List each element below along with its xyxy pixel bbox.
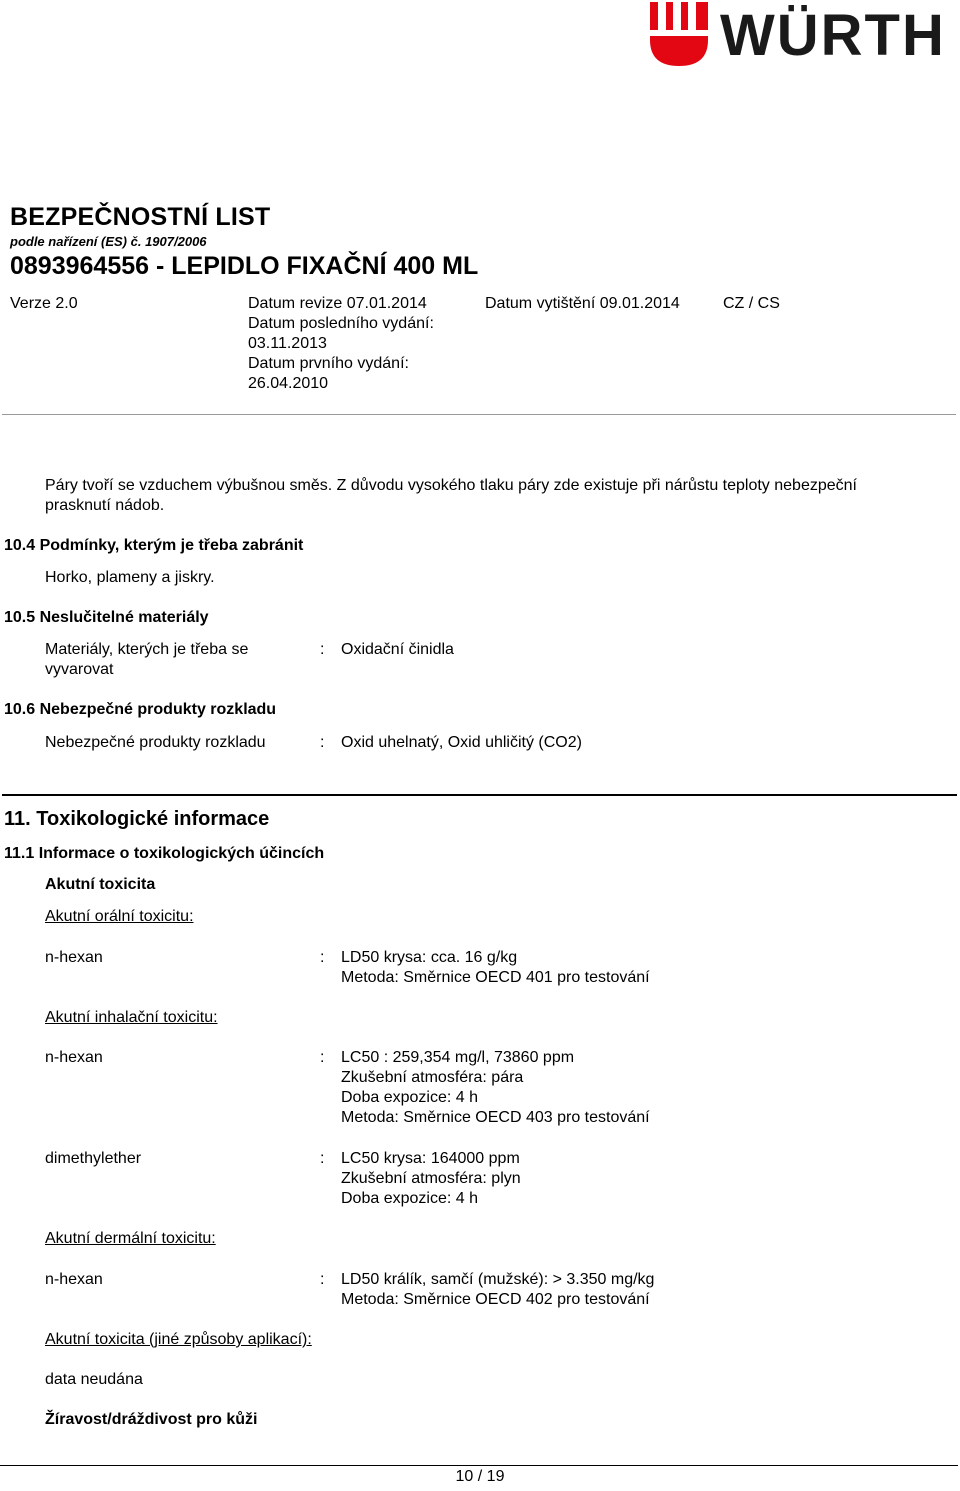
language-code: CZ / CS: [723, 295, 780, 312]
last-issue-date: 03.11.2013: [248, 335, 327, 352]
inhalation-value-1-3: Doba expozice: 4 h: [341, 1089, 478, 1106]
revision-date: Datum revize 07.01.2014: [248, 295, 427, 312]
inhalation-value-1-2: Zkušební atmosféra: pára: [341, 1069, 524, 1086]
section-10-6-title: 10.6 Nebezpečné produkty rozkladu: [4, 701, 277, 718]
dermal-substance: n-hexan: [45, 1271, 103, 1288]
section-11-1-title: 11.1 Informace o toxikologických účincích: [4, 845, 325, 862]
other-routes-value: data neudána: [45, 1371, 143, 1388]
first-issue-label: Datum prvního vydání:: [248, 355, 409, 372]
wurth-logo: [648, 0, 958, 70]
inhalation-value-1-4: Metoda: Směrnice OECD 403 pro testování: [341, 1109, 650, 1126]
page-number: 10 / 19: [455, 1468, 505, 1485]
version-label: Verze 2.0: [10, 295, 78, 312]
oral-substance: n-hexan: [45, 949, 103, 966]
other-routes-label: Akutní toxicita (jiné způsoby aplikací):: [45, 1331, 312, 1348]
colon-separator: :: [320, 641, 325, 658]
inhalation-value-2-2: Zkušební atmosféra: plyn: [341, 1170, 521, 1187]
colon-separator: :: [320, 1271, 325, 1288]
decomposition-value: Oxid uhelnatý, Oxid uhličitý (CO2): [341, 734, 582, 751]
colon-separator: :: [320, 1150, 325, 1167]
inhalation-substance-2: dimethylether: [45, 1150, 142, 1167]
inhalation-value-2-1: LC50 krysa: 164000 ppm: [341, 1150, 520, 1167]
document-title: BEZPEČNOSTNÍ LIST: [10, 203, 271, 231]
last-issue-label: Datum posledního vydání:: [248, 315, 434, 332]
skin-corrosion-heading: Žíravost/dráždivost pro kůži: [45, 1411, 258, 1428]
oral-toxicity-label: Akutní orální toxicitu:: [45, 908, 194, 925]
regulation-reference: podle nařízení (ES) č. 1907/2006: [10, 234, 207, 249]
logo-emblem: [650, 2, 708, 66]
vapour-text-line-2: prasknutí nádob.: [45, 497, 165, 514]
decomposition-label: Nebezpečné produkty rozkladu: [45, 734, 266, 751]
oral-value-2: Metoda: Směrnice OECD 401 pro testování: [341, 969, 650, 986]
print-date: Datum vytištění 09.01.2014: [485, 295, 680, 312]
section-11-divider: [2, 794, 957, 796]
dermal-toxicity-label: Akutní dermální toxicitu:: [45, 1230, 216, 1247]
header-divider: [2, 414, 956, 415]
inhalation-substance-1: n-hexan: [45, 1049, 103, 1066]
incompatible-label-line-2: vyvarovat: [45, 661, 114, 678]
inhalation-toxicity-label: Akutní inhalační toxicitu:: [45, 1009, 218, 1026]
section-10-4-title: 10.4 Podmínky, kterým je třeba zabránit: [4, 537, 304, 554]
acute-toxicity-heading: Akutní toxicita: [45, 876, 156, 893]
incompatible-label-line-1: Materiály, kterých je třeba se: [45, 641, 249, 658]
incompatible-value: Oxidační činidla: [341, 641, 454, 658]
colon-separator: :: [320, 1049, 325, 1066]
section-11-title: 11. Toxikologické informace: [4, 808, 270, 830]
inhalation-value-1-1: LC50 : 259,354 mg/l, 73860 ppm: [341, 1049, 575, 1066]
oral-value-1: LD50 krysa: cca. 16 g/kg: [341, 949, 518, 966]
section-10-5-title: 10.5 Neslučitelné materiály: [4, 609, 209, 626]
colon-separator: :: [320, 949, 325, 966]
product-title: 0893964556 - LEPIDLO FIXAČNÍ 400 ML: [10, 252, 479, 280]
dermal-value-2: Metoda: Směrnice OECD 402 pro testování: [341, 1291, 650, 1308]
dermal-value-1: LD50 králík, samčí (mužské): > 3.350 mg/kg: [341, 1271, 655, 1288]
logo-wordmark: WÜRTH: [720, 3, 946, 68]
first-issue-date: 26.04.2010: [248, 375, 329, 392]
section-10-4-text: Horko, plameny a jiskry.: [45, 569, 215, 586]
vapour-text-line-1: Páry tvoří se vzduchem výbušnou směs. Z důvodu vysokého tlaku páry zde existuje při nárůstu teploty nebezpeční: [45, 477, 857, 494]
colon-separator: :: [320, 734, 325, 751]
inhalation-value-2-3: Doba expozice: 4 h: [341, 1190, 478, 1207]
